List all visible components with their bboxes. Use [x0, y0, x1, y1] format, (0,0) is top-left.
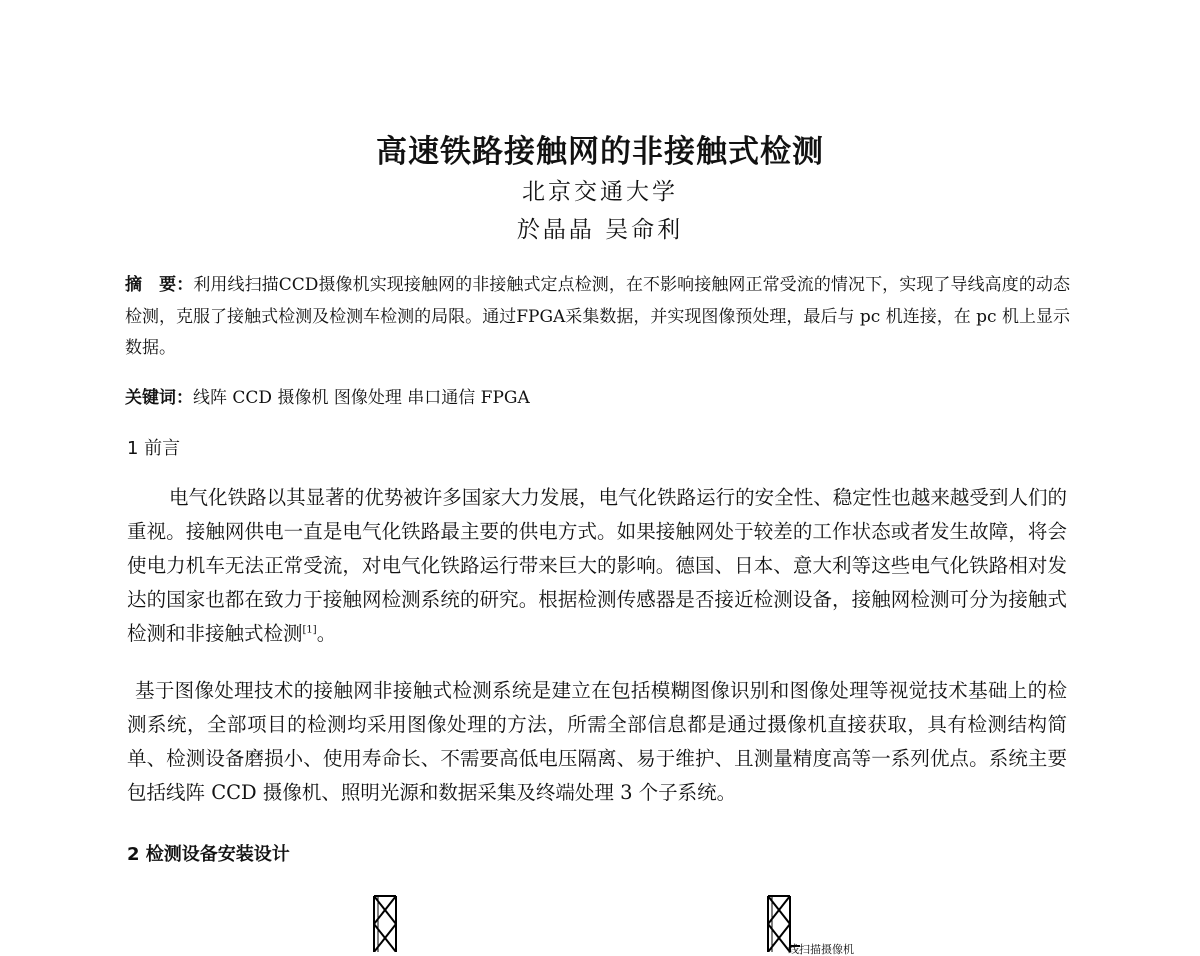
authors: 於晶晶 吴命利 — [516, 217, 684, 243]
paragraph-tail: 。 — [316, 622, 337, 645]
paragraph — [127, 481, 1067, 651]
section-heading-install: 2 检测设备安装设计 — [127, 844, 290, 865]
figure-label: 线扫描摄像机 — [788, 943, 854, 956]
paragraph: 基于图像处理技术的接触网非接触式检测系统是建立在包括模糊图像识别和图像处理等视觉技术基础上的检测系统，全部项目的检测均采用图像处理的方法，所需全部信息都是通过摄像机直接获取，具有检测结构简单、检测设备磨损小、使用寿命长、不需要高低电压隔离、易于维护、且测量精度高等一系列优点。系统主要包括线阵 CCD 摄像机、照明光源和数据采集及终端处理 3 个子系统。 — [127, 679, 1067, 804]
figure-diagram — [0, 880, 1200, 952]
citation-ref[interactable]: [1] — [302, 624, 317, 636]
keywords — [125, 384, 1070, 412]
keywords-text: 线阵 CCD 摄像机 图像处理 串口通信 FPGA — [193, 388, 530, 408]
left-mast-drawing — [374, 896, 396, 952]
keywords-label: 关键词： — [125, 388, 193, 408]
abstract-label: 摘 要： — [125, 275, 194, 295]
section-heading-intro: 1 前言 — [127, 438, 181, 459]
abstract-text: 利用线扫描CCD摄像机实现接触网的非接触式定点检测，在不影响接触网正常受流的情况下，实现了导线高度的动态检测，克服了接触式检测及检测车检测的局限。通过FPGA采集数据，并实现图像预处理，最后与 pc 机连接，在 pc 机上显示数据。 — [125, 275, 1070, 358]
paper-title: 高速铁路接触网的非接触式检测 — [376, 134, 824, 170]
affiliation: 北京交通大学 — [522, 179, 678, 205]
paragraph-text: 电气化铁路以其显著的优势被许多国家大力发展，电气化铁路运行的安全性、稳定性也越来越受到人们的重视。接触网供电一直是电气化铁路最主要的供电方式。如果接触网处于较差的工作状态或者发生故障，将会使电力机车无法正常受流，对电气化铁路运行带来巨大的影响。德国、日本、意大利等这些电气化铁路相对发达的国家也都在致力于接触网检测系统的研究。根据检测传感器是否接近检测设备，接触网检测可分为接触式检测和非接触式检测 — [127, 486, 1067, 645]
figure-installation-diagram — [0, 880, 1200, 956]
abstract — [125, 270, 1070, 365]
